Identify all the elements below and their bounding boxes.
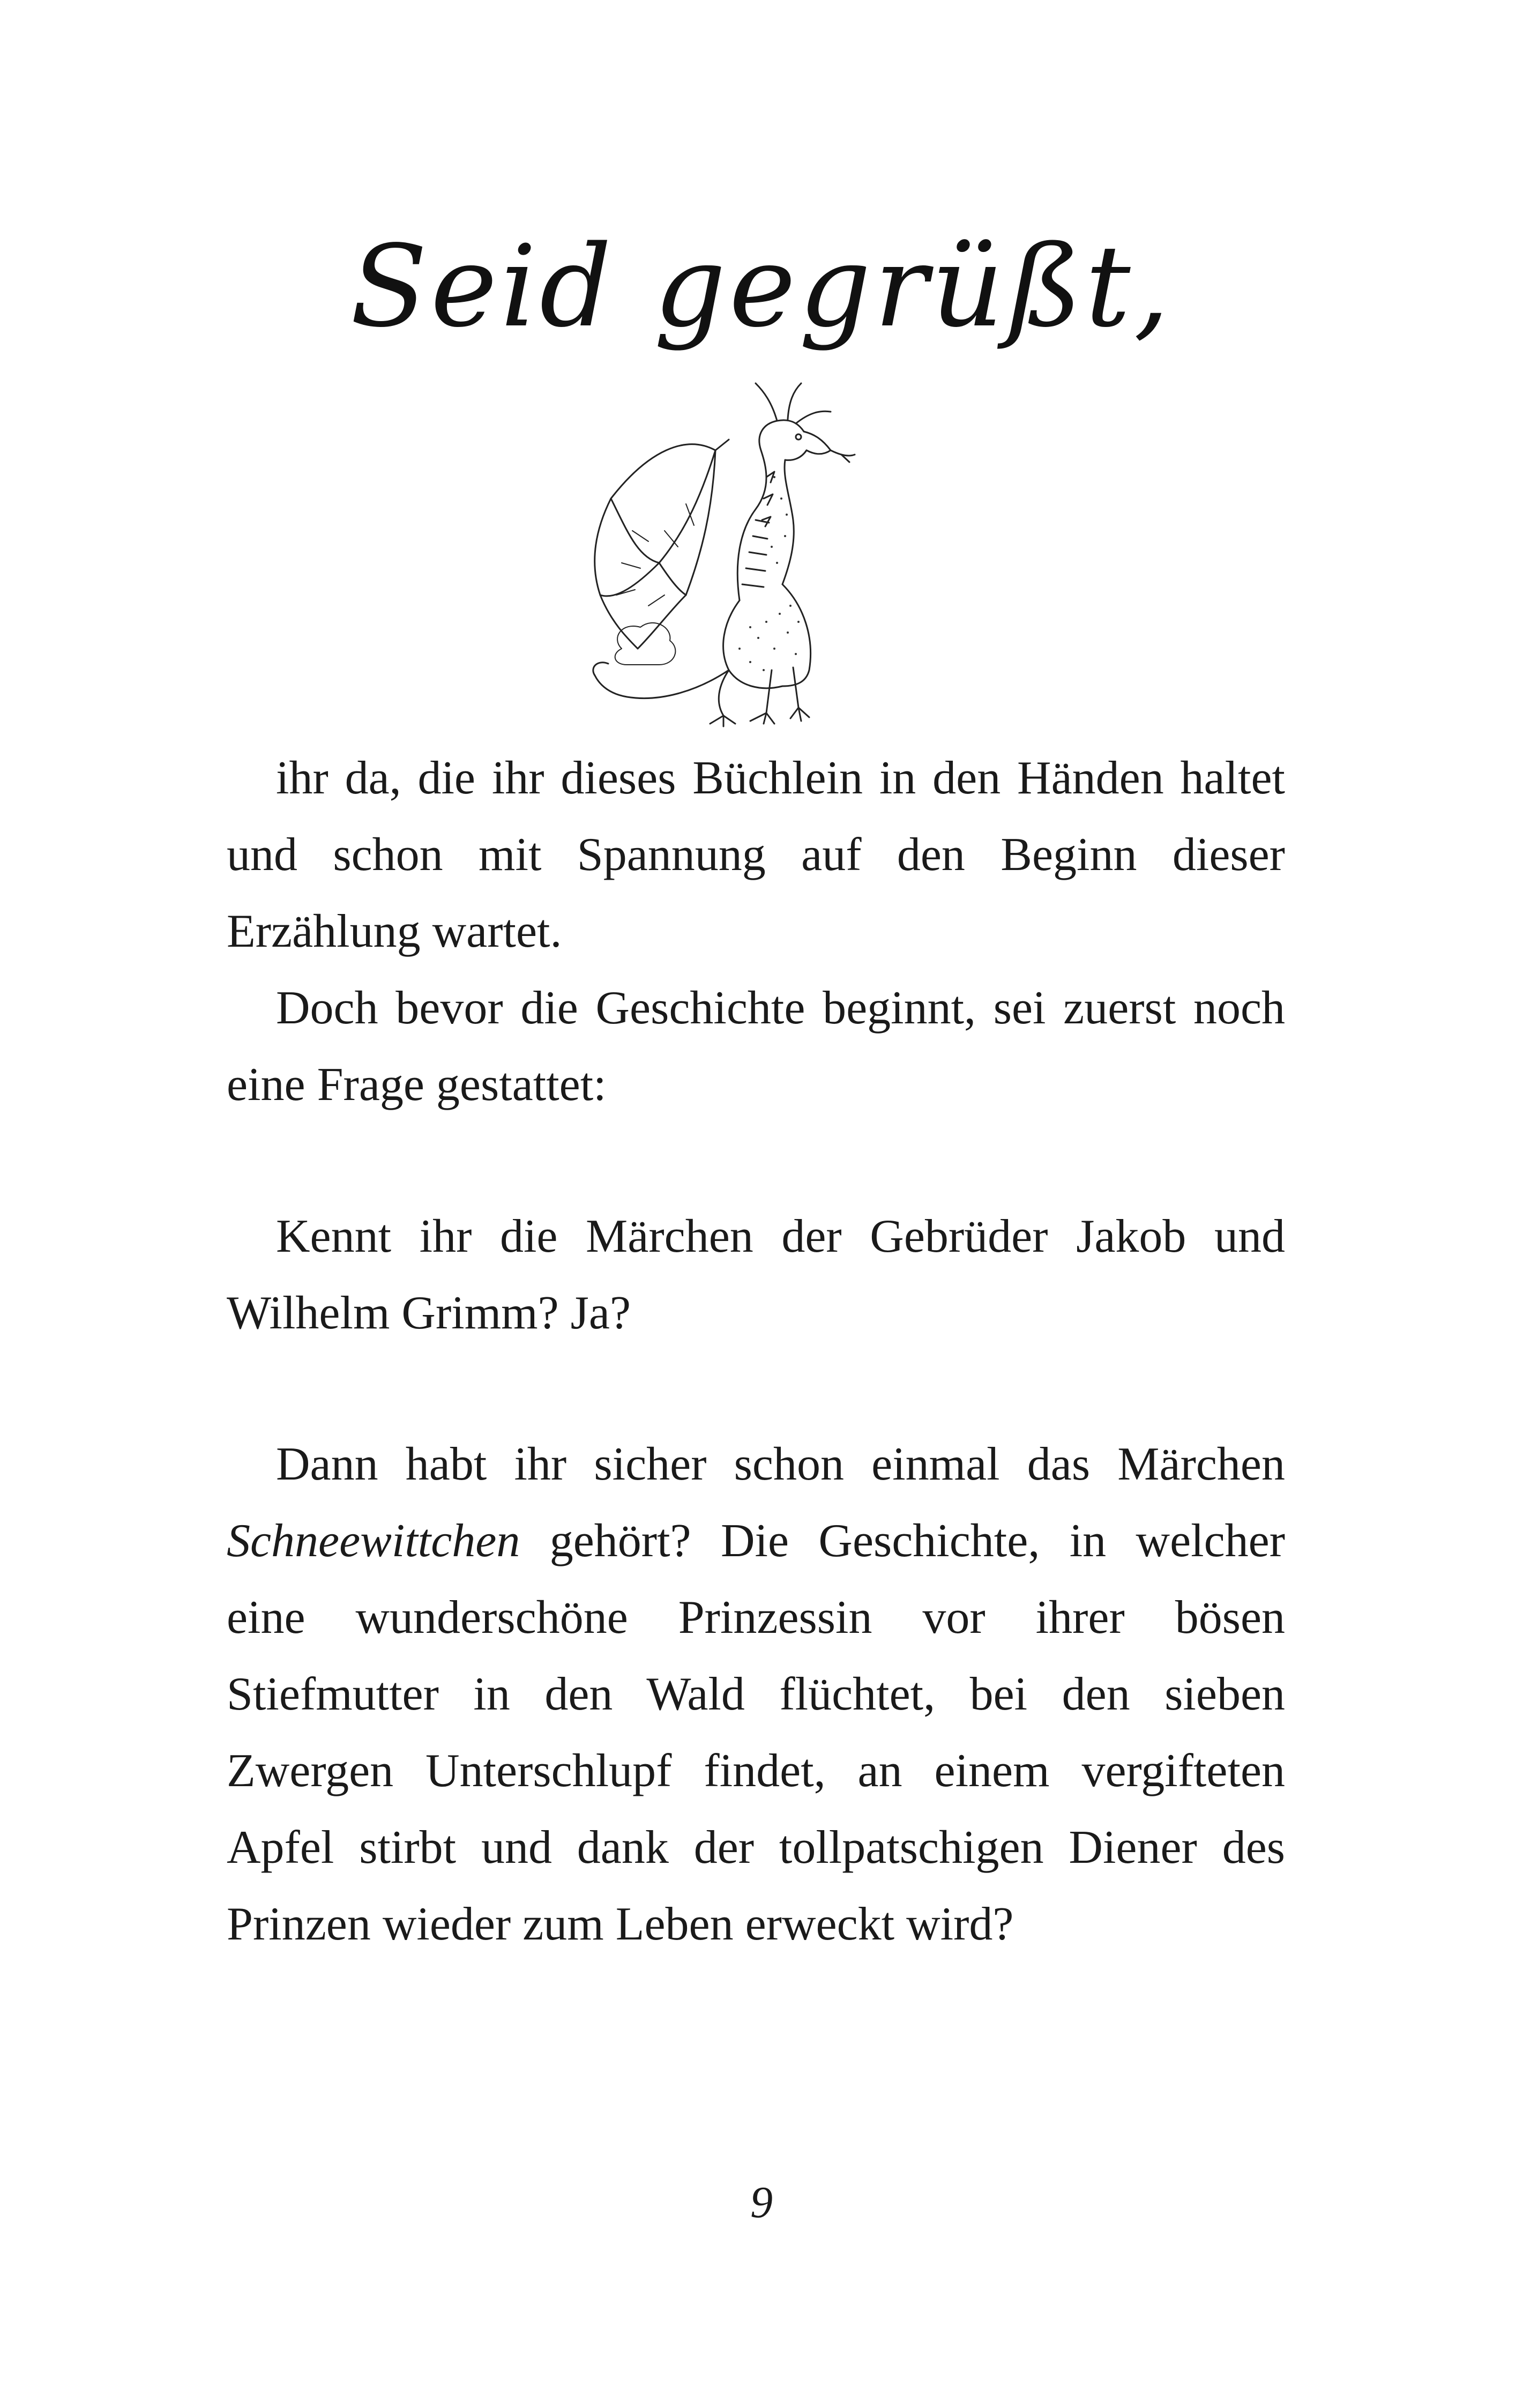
page-number: 9 [750,2177,773,2227]
dragon-illustration-icon [579,370,879,734]
story-text [227,1426,1285,1963]
chapter-heading: Seid gegrüßt, [350,221,1173,352]
paragraph-2: Doch bevor die Geschichte beginnt, sei zuerst noch eine Frage gestattet: [227,982,1285,1111]
paragraph-3: Kennt ihr die Märchen der Gebrüder Jakob und Wilhelm Grimm? Ja? [227,1210,1285,1339]
fairy-tale-title: Schneewittchen [227,1515,520,1567]
question-text [227,1198,1285,1351]
paragraph-4-start: Dann habt ihr sicher schon einmal das Märchen [276,1438,1285,1490]
paragraph-1: ihr da, die ihr dieses Büchlein in den Händen haltet und schon mit Spannung auf den Beginn dieser Erzählung wartet. [227,752,1285,957]
intro-text [227,740,1285,1123]
paragraph-4-end: gehört? Die Geschichte, in welcher eine wunderschöne Prinzessin vor ihrer bösen Stiefmutter in den Wald flüchtet, bei den sieben Zwergen Unterschlupf findet, an einem vergifteten Apfel stirbt und dank der tollpatschigen Diener des Prinzen wieder zum Leben erweckt wird? [227,1515,1285,1950]
paragraph-4 [227,1426,1285,1963]
